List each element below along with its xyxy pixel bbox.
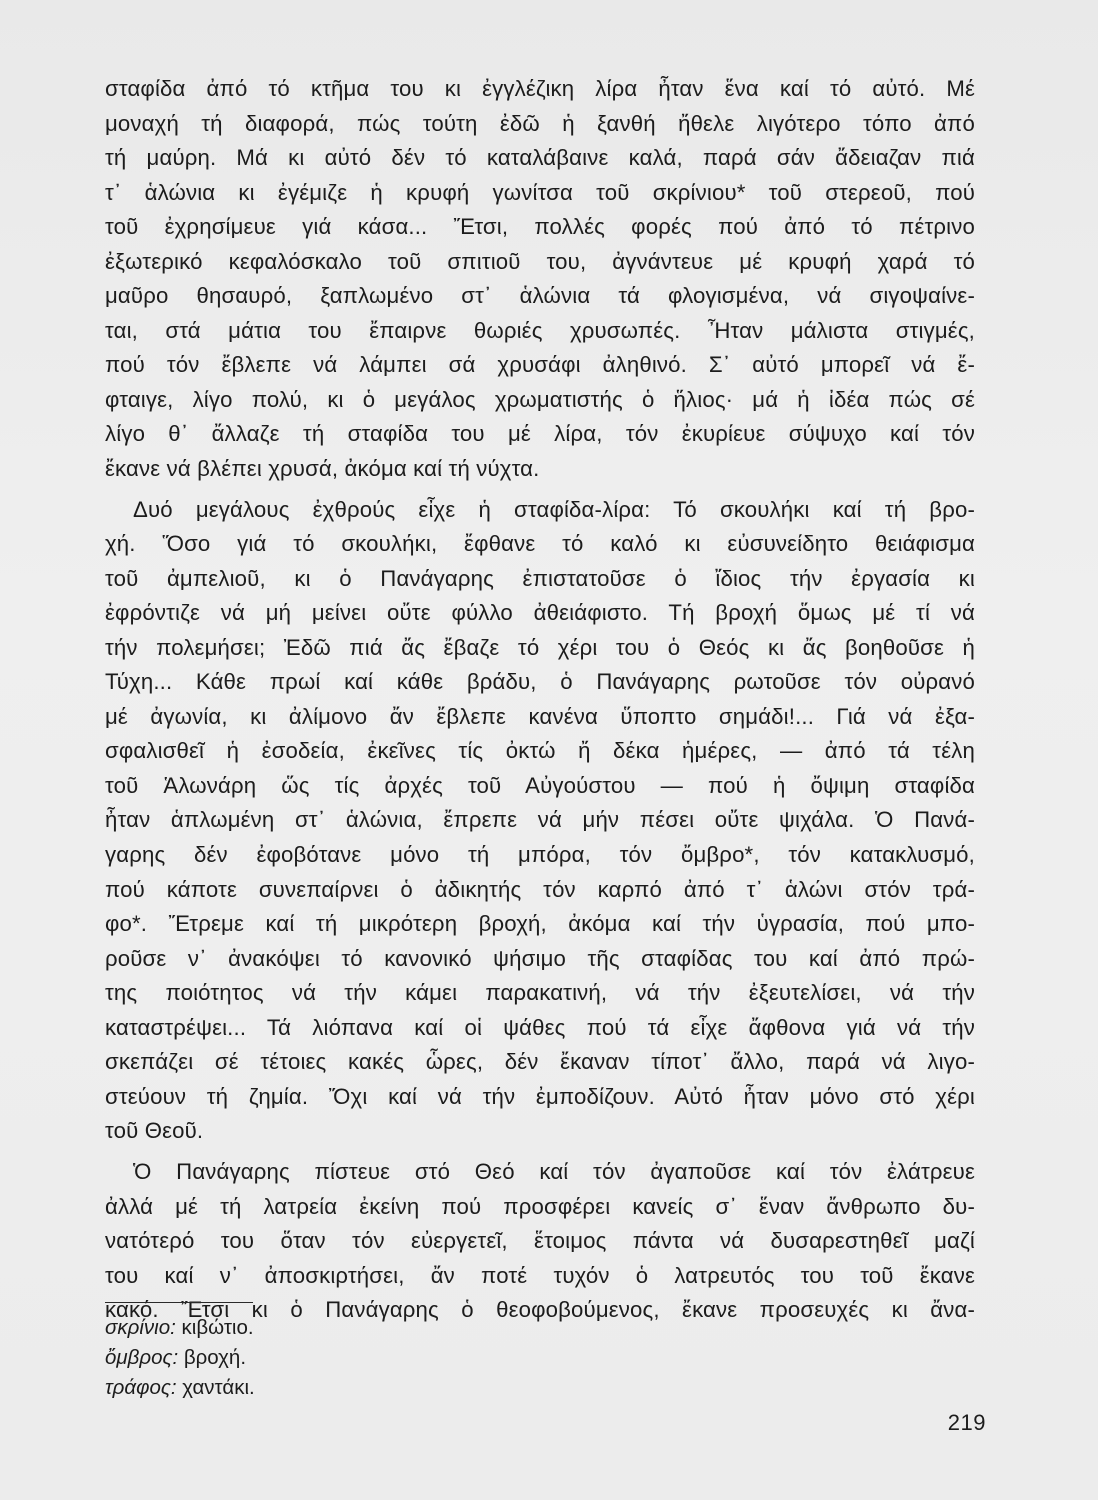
paragraph-1: [105, 72, 975, 487]
paragraph-2: [105, 493, 975, 1149]
text-line: νατότερό του ὅταν τόν εὐεργετεῖ, ἕτοιμος πάντα νά δυσαρεστηθεῖ μαζί: [105, 1228, 975, 1254]
text-line: τοῦ ἀμπελιοῦ, κι ὁ Πανάγαρης ἐπιστατοῦσε ὁ ἴδιος τήν ἐργασία κι: [105, 565, 975, 591]
footnote-definition: χαντάκι.: [182, 1376, 255, 1399]
text-line: φταιγε, λίγο πολύ, κι ὁ μεγάλος χρωματιστής ὁ ἥλιος· μά ἡ ἰδέα πώς σέ: [105, 386, 975, 412]
footnote: [105, 1313, 505, 1343]
text-line: σφαλισθεῖ ἡ ἐσοδεία, ἐκεῖνες τίς ὀκτώ ἤ δέκα ἡμέρες, — ἀπό τά τέλη: [105, 738, 975, 764]
text-line: τοῦ Ἁλωνάρη ὥς τίς ἀρχές τοῦ Αὐγούστου — πού ἡ ὄψιμη σταφίδα: [105, 772, 975, 798]
text-line: τή μαύρη. Μά κι αὐτό δέν τό καταλάβαινε καλά, παρά σάν ἄδειαζαν πιά: [105, 145, 975, 171]
footnote-term: ὄμβρος:: [105, 1346, 179, 1369]
text-line: πού τόν ἔβλεπε νά λάμπει σά χρυσάφι ἀληθινό. Σ᾽ αὐτό μπορεῖ νά ἔ-: [105, 352, 975, 378]
text-line: φο*. Ἔτρεμε καί τή μικρότερη βροχή, ἀκόμα καί τήν ὑγρασία, πού μπο-: [105, 911, 975, 937]
text-line: της ποιότητος νά τήν κάμει παρακατινή, νά τήν ἐξευτελίσει, νά τήν: [105, 980, 975, 1006]
text-line: τοῦ ἐχρησίμευε γιά κάσα... Ἔτσι, πολλές φορές πού ἀπό τό πέτρινο: [105, 214, 975, 240]
text-line: μαῦρο θησαυρό, ξαπλωμένο στ᾽ ἁλώνια τά φλογισμένα, νά σιγοψαίνε-: [105, 283, 975, 309]
text-line: μέ ἀγωνία, κι ἀλίμονο ἄν ἔβλεπε κανένα ὕποπτο σημάδι!... Γιά νά ἐξα-: [105, 703, 975, 729]
text-line: γαρης δέν ἐφοβότανε μόνο τή μπόρα, τόν ὄμβρο*, τόν κατακλυσμό,: [105, 842, 975, 868]
text-line: τοῦ Θεοῦ.: [105, 1118, 204, 1144]
page-number: 219: [947, 1410, 986, 1435]
text-line: κακό. Ἔτσι κι ὁ Πανάγαρης ὁ θεοφοβούμενος, ἔκανε προσευχές κι ἄνα-: [105, 1297, 975, 1323]
text-line: πού κάποτε συνεπαίρνει ὁ ἀδικητής τόν καρπό ἀπό τ᾽ ἁλώνι στόν τρά-: [105, 876, 975, 902]
text-line: τ᾽ ἁλώνια κι ἐγέμιζε ἡ κρυφή γωνίτσα τοῦ σκρίνιου* τοῦ στερεοῦ, πού: [105, 179, 975, 205]
text-line: λίγο θ᾽ ἄλλαζε τή σταφίδα του μέ λίρα, τόν ἐκυρίευε σύψυχο καί τόν: [105, 421, 975, 447]
text-line: ἔκανε νά βλέπει χρυσά, ἀκόμα καί τή νύχτα.: [105, 456, 540, 482]
footnote-rule: [105, 1302, 253, 1303]
footnotes: [105, 1302, 505, 1403]
text-line: στεύουν τή ζημία. Ὄχι καί νά τήν ἐμποδίζουν. Αὐτό ἦταν μόνο στό χέρι: [105, 1083, 975, 1109]
footnote-term: σκρίνιο:: [105, 1316, 176, 1339]
text-line: ἐξωτερικό κεφαλόσκαλο τοῦ σπιτιοῦ του, ἀγνάντευε μέ κρυφή χαρά τό: [105, 248, 975, 274]
text-line: ροῦσε ν᾽ ἀνακόψει τό κανονικό ψήσιμο τῆς σταφίδας του καί ἀπό πρώ-: [105, 945, 975, 971]
main-text: [105, 72, 975, 1328]
footnote: [105, 1373, 505, 1403]
text-line: σκεπάζει σέ τέτοιες κακές ὧρες, δέν ἔκαναν τίποτ᾽ ἄλλο, παρά νά λιγο-: [105, 1049, 975, 1075]
text-line: Ὁ Πανάγαρης πίστευε στό Θεό καί τόν ἀγαποῦσε καί τόν ἐλάτρευε: [133, 1158, 975, 1184]
text-line: Δυό μεγάλους ἐχθρούς εἶχε ἡ σταφίδα-λίρα: Τό σκουλήκι καί τή βρο-: [133, 496, 975, 522]
text-line: τήν πολεμήσει; Ἐδῶ πιά ἄς ἔβαζε τό χέρι του ὁ Θεός κι ἄς βοηθοῦσε ἡ: [105, 634, 975, 660]
footnote-term: τράφος:: [105, 1376, 177, 1399]
text-line: σταφίδα ἀπό τό κτῆμα του κι ἐγγλέζικη λίρα ἦταν ἕνα καί τό αὐτό. Μέ: [105, 76, 975, 101]
text-line: ἦταν ἁπλωμένη στ᾽ ἁλώνια, ἔπρεπε νά μήν πέσει οὔτε ψιχάλα. Ὁ Πανά-: [105, 807, 975, 833]
text-line: μοναχή τή διαφορά, πώς τούτη ἐδῶ ἡ ξανθή ἤθελε λιγότερο τόπο ἀπό: [105, 110, 975, 136]
footnote-definition: κιβώτιο.: [181, 1316, 254, 1339]
text-line: του καί ν᾽ ἀποσκιρτήσει, ἄν ποτέ τυχόν ὁ λατρευτός του τοῦ ἔκανε: [105, 1262, 975, 1288]
text-line: καταστρέψει... Τά λιόπανα καί οἱ ψάθες πού τά εἶχε ἄφθονα γιά νά τήν: [105, 1014, 975, 1040]
text-line: ται, στά μάτια του ἔπαιρνε θωριές χρυσωπές. Ἦταν μάλιστα στιγμές,: [105, 317, 975, 343]
text-line: χή. Ὅσο γιά τό σκουλήκι, ἔφθανε τό καλό κι εὐσυνείδητο θειάφισμα: [105, 531, 975, 557]
text-line: ἀλλά μέ τή λατρεία ἐκείνη πού προσφέρει κανείς σ᾽ ἕναν ἄνθρωπο δυ-: [105, 1193, 975, 1219]
footnote-definition: βροχή.: [183, 1346, 247, 1369]
text-line: ἐφρόντιζε νά μή μείνει οὔτε φύλλο ἀθειάφιστο. Τή βροχή ὅμως μέ τί νά: [105, 600, 975, 626]
text-line: Τύχη... Κάθε πρωί καί κάθε βράδυ, ὁ Πανάγαρης ρωτοῦσε τόν οὐρανό: [105, 669, 975, 695]
footnote: [105, 1343, 505, 1373]
